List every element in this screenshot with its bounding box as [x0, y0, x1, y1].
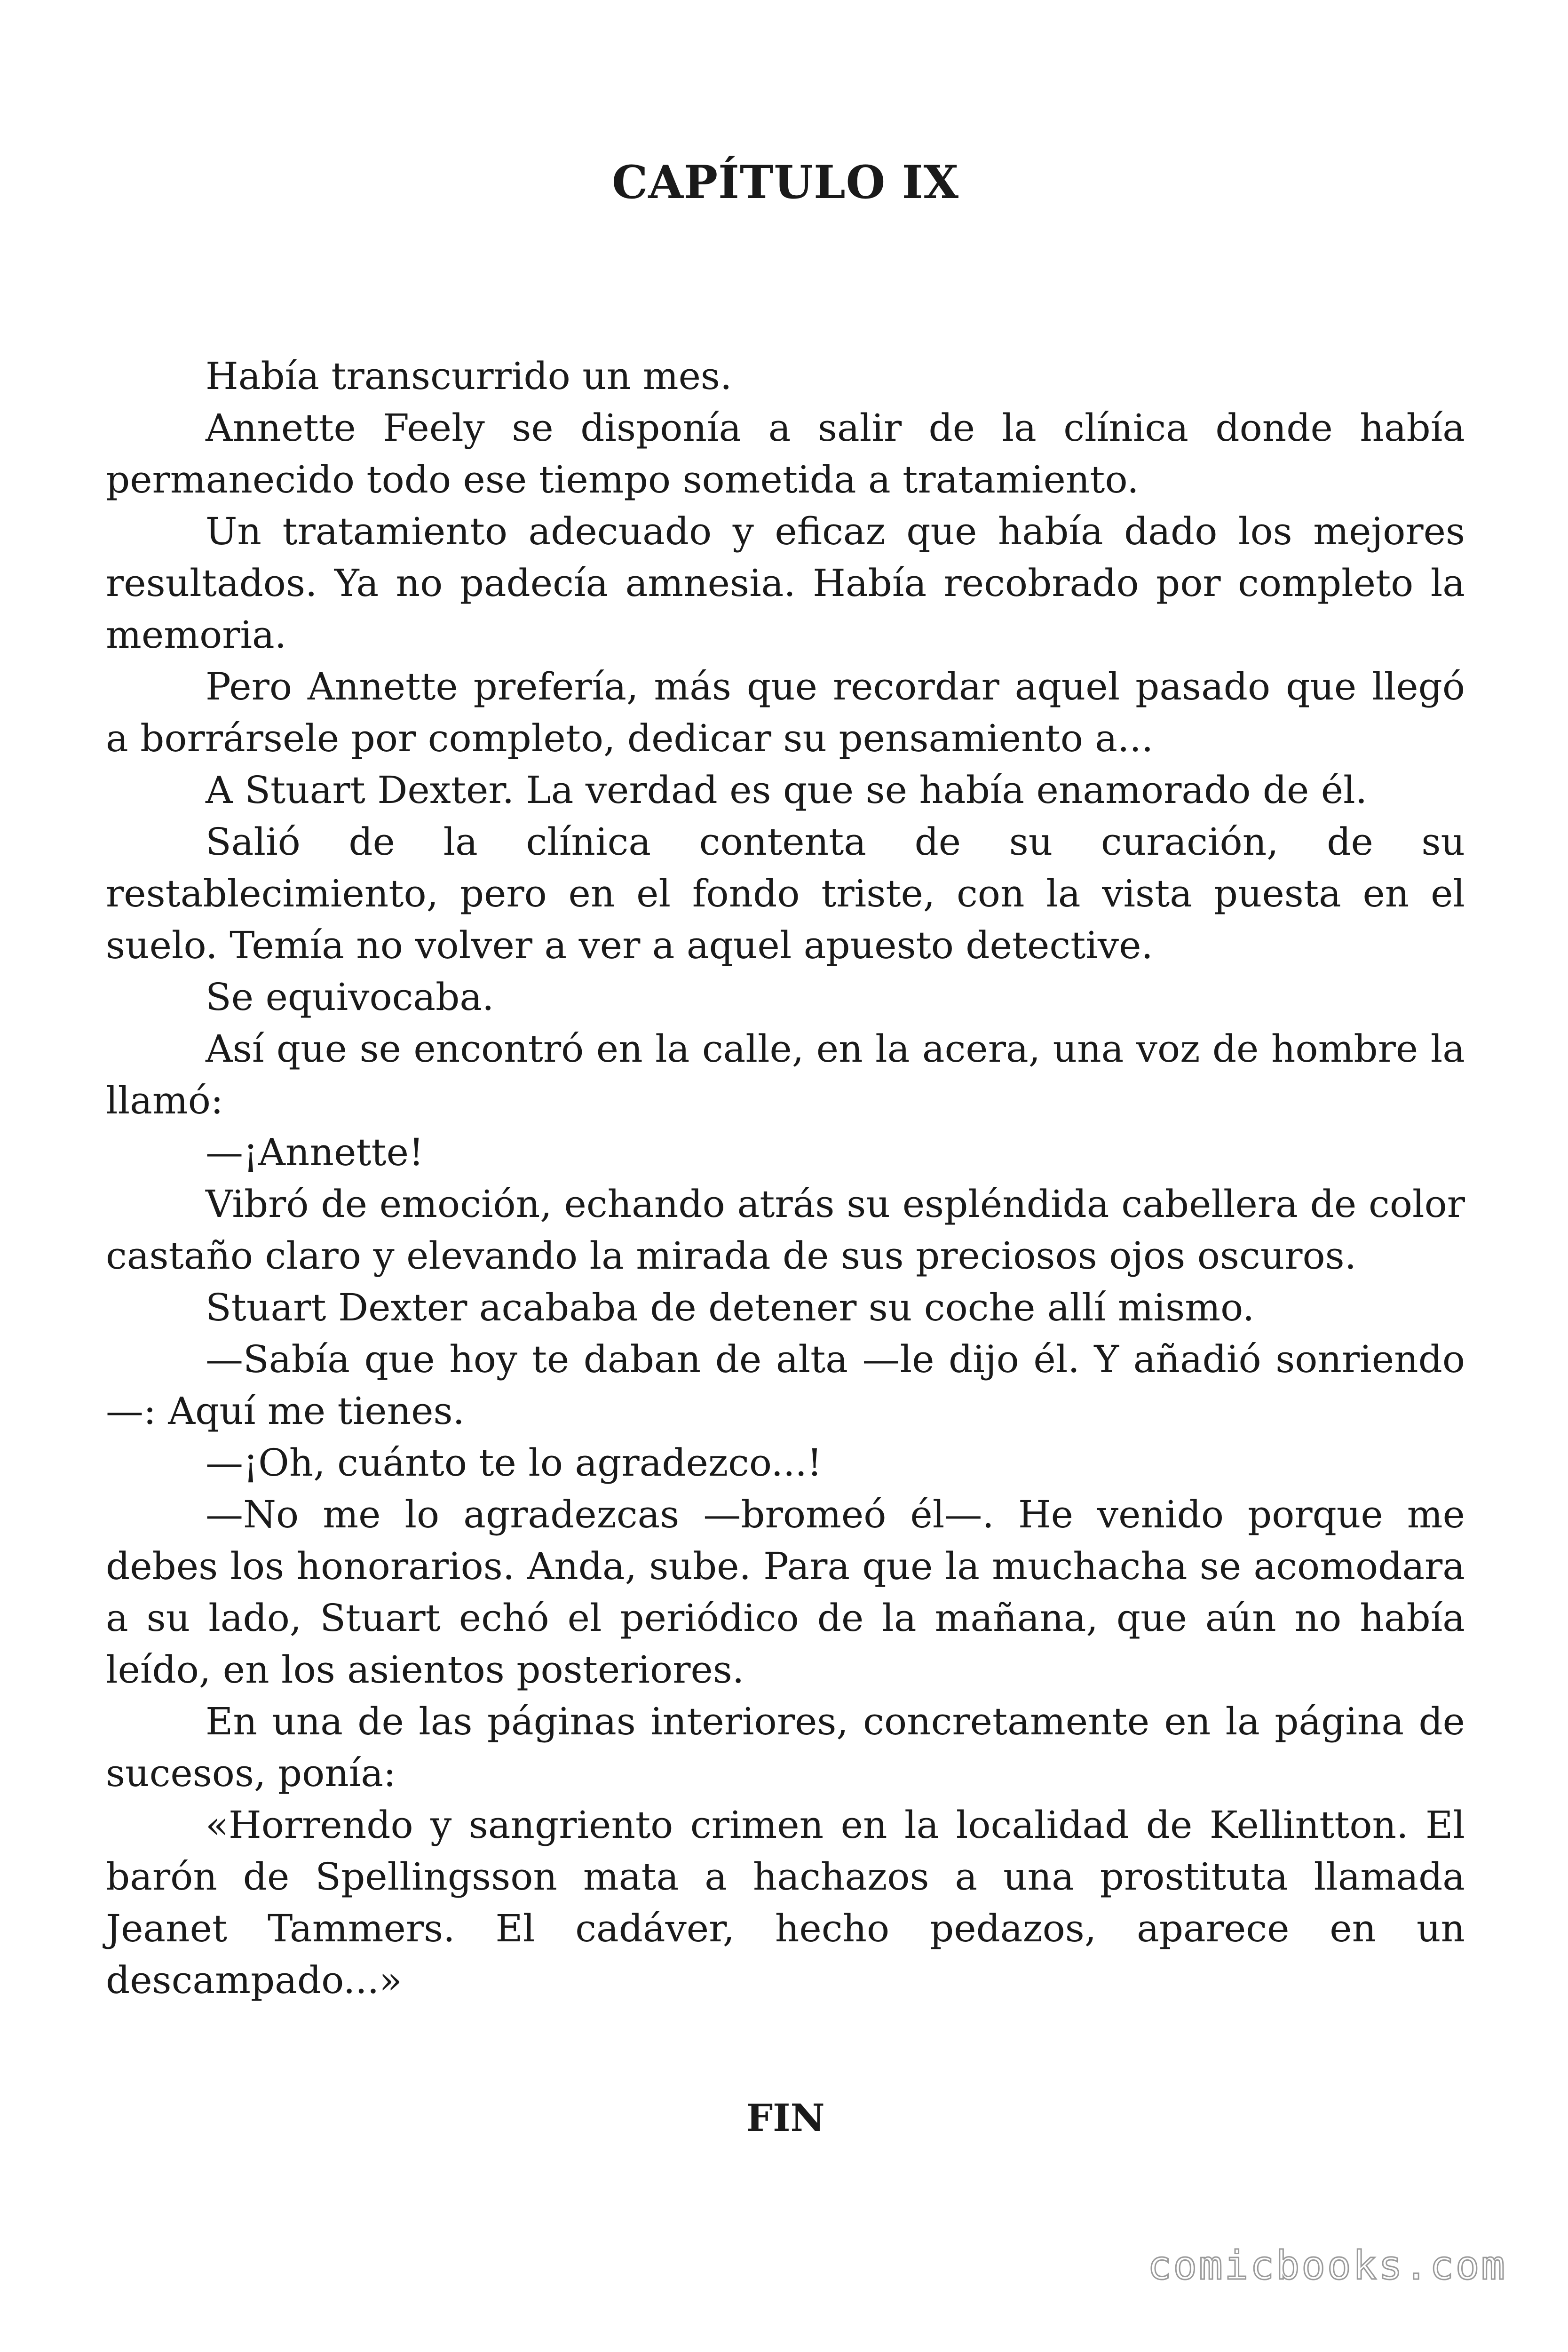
paragraph: Stuart Dexter acababa de detener su coche allí mismo. — [206, 1286, 1255, 1330]
watermark: comicbooks.com — [1147, 2242, 1507, 2288]
paragraph: A Stuart Dexter. La verdad es que se había enamorado de él. — [206, 768, 1368, 812]
paragraph: —No me lo agradezcas —bromeó él—. He venido porque me debes los honorarios. Anda, sube. Para que la muchacha se acomodara a su lado, Stuart echó el periódico de la mañana, que aún no había leído, en los asientos posteriores. — [106, 1493, 1465, 1692]
paragraph: Annette Feely se disponía a salir de la clínica donde había permanecido todo ese tiempo sometida a tratamiento. — [106, 406, 1465, 502]
paragraph: Un tratamiento adecuado y eficaz que había dado los mejores resultados. Ya no padecía amnesia. Había recobrado por completo la memoria. — [106, 509, 1465, 657]
paragraph: Así que se encontró en la calle, en la acera, una voz de hombre la llamó: — [106, 1027, 1465, 1123]
paragraph: —Sabía que hoy te daban de alta —le dijo él. Y añadió sonriendo —: Aquí me tienes. — [106, 1337, 1465, 1433]
paragraph: Salió de la clínica contenta de su curación, de su restablecimiento, pero en el fondo triste, con la vista puesta en el suelo. Temía no volver a ver a aquel apuesto detective. — [106, 820, 1465, 968]
chapter-body — [106, 350, 1465, 2006]
paragraph: «Horrendo y sangriento crimen en la localidad de Kellintton. El barón de Spellingsson mata a hachazos a una prostituta llamada Jeanet Tammers. El cadáver, hecho pedazos, aparece en un descampado...» — [106, 1803, 1465, 2002]
paragraph: En una de las páginas interiores, concretamente en la página de sucesos, ponía: — [106, 1700, 1465, 1796]
chapter-title: CAPÍTULO IX — [611, 156, 959, 209]
paragraph: Pero Annette prefería, más que recordar aquel pasado que llegó a borrársele por completo, dedicar su pensamiento a... — [106, 665, 1465, 761]
paragraph: —¡Oh, cuánto te lo agradezco...! — [206, 1441, 823, 1485]
end-marker: FIN — [746, 2096, 825, 2140]
page-content — [106, 155, 1465, 2140]
paragraph: —¡Annette! — [206, 1130, 424, 1175]
paragraph: Se equivocaba. — [206, 975, 494, 1019]
paragraph: Había transcurrido un mes. — [206, 354, 732, 398]
paragraph: Vibró de emoción, echando atrás su espléndida cabellera de color castaño claro y elevando la mirada de sus preciosos ojos oscuros. — [106, 1182, 1465, 1278]
